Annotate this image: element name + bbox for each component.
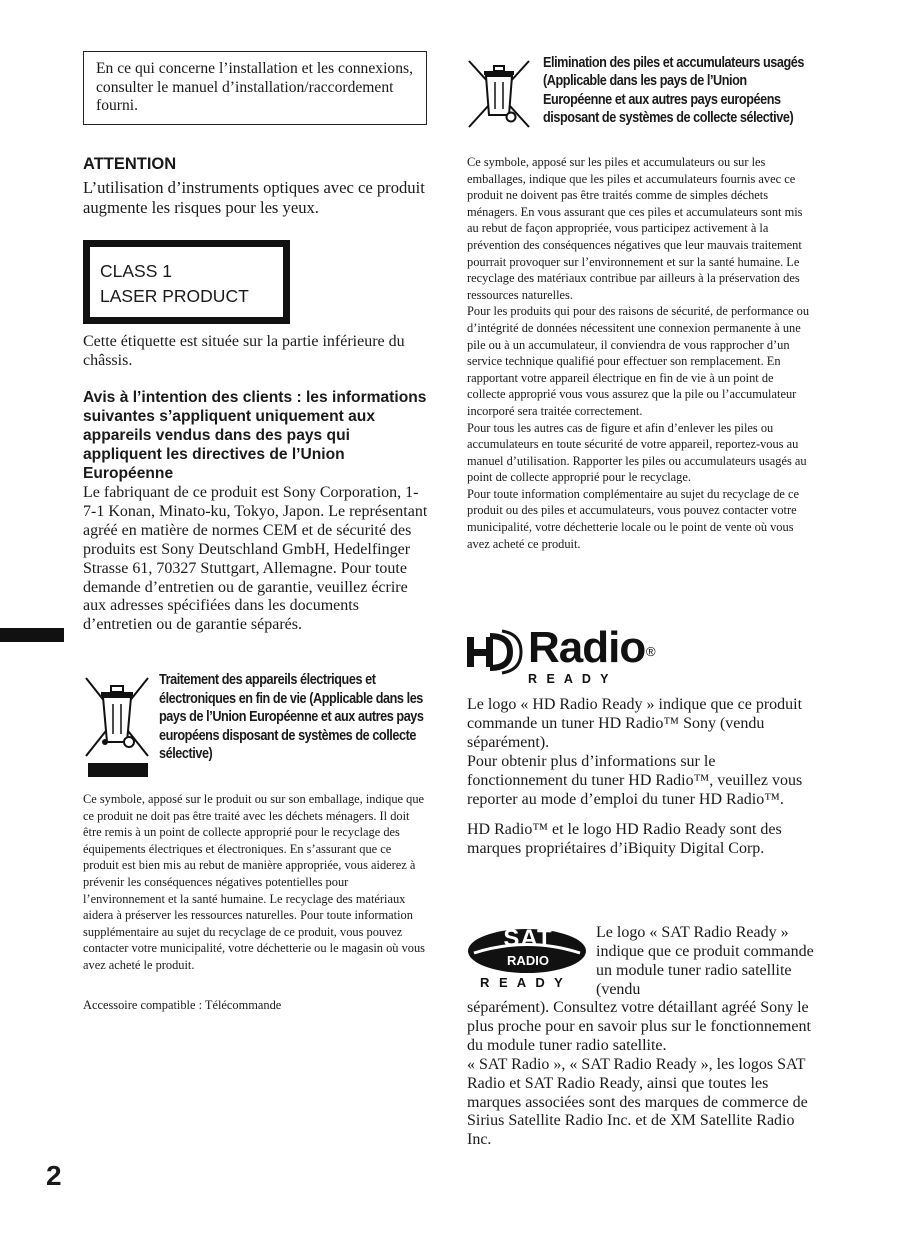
crossed-bin-icon [84, 676, 150, 758]
section-tab-marker [0, 628, 64, 642]
sat-logo-ready: R E A D Y [480, 975, 566, 990]
hd-radio-wordmark: Radio [528, 623, 646, 672]
hd-radio-text-block [467, 696, 812, 859]
page-number: 2 [46, 1160, 62, 1191]
hd-radio-ready-logo [466, 623, 676, 688]
hd-radio-ready-text: R E A D Y [528, 672, 612, 686]
batteries-body [467, 154, 812, 552]
registered-mark: ® [646, 644, 656, 659]
attention-heading: ATTENTION [83, 155, 177, 173]
eu-notice-heading: Avis à l’intention des clients : les informations suivantes s’appliquent uniquement aux appareils vendus dans des pays qui appliquent les directives de l’Union Européenne [83, 389, 427, 482]
sat-radio-ready-logo [466, 926, 588, 992]
installation-notice-text: En ce qui concerne l’installation et les connexions, consulter le manuel d’installation/raccordement fourni. [96, 60, 413, 115]
hd-radio-text-3: HD Radio™ et le logo HD Radio Ready sont des marques propriétaires d’iBiquity Digital Corp. [467, 821, 782, 858]
hd-radio-text-2: Pour obtenir plus d’informations sur le fonctionnement du tuner HD Radio™, veuillez vous reporter au mode d’emploi du tuner HD Radio™. [467, 752, 803, 808]
laser-class-label [83, 240, 290, 324]
batteries-heading: Elimination des piles et accumulateurs usagés (Applicable dans les pays de l’Union Européenne et aux autres pays européens disposant de systèmes de collecte sélective) [543, 55, 805, 127]
crossed-battery-bin-icon [467, 59, 531, 129]
batteries-paragraph-2: Pour les produits qui pour des raisons de sécurité, de performance ou d’intégrité de données nécessitent une connexion permanente à une pile ou à un accumulateur, il conviendra de vous rapprocher d’un service technique qualifié pour effectuer son remplacement. En rapportant votre appareil électrique en fin de vie à un point de collecte approprié vous vous assurez que la pile ou l’accumulateur incorporé sera traitée correctement. [467, 304, 810, 418]
bin-underline-bar [88, 763, 148, 777]
eu-notice-text: Le fabriquant de ce produit est Sony Corporation, 1-7-1 Konan, Minato-ku, Tokyo, Japon. Le représentant agréé en matière de normes CEM et de sécurité des produits est Sony Deutschland GmbH, Hedelfinger Strasse 61, 70327 Stuttgart, Allemagne. Pour toute demande d’entretien ou de garantie, veuillez écrire aux adresses spécifiées dans les documents d’entretien ou de garantie séparés. [83, 484, 428, 634]
batteries-paragraph-1: Ce symbole, apposé sur les piles et accumulateurs ou sur les emballages, indique que les piles et accumulateurs fournis avec ce produit ne doivent pas être traités comme de simples déchets ménagers. En vous assurant que ces piles et accumulateurs sont mis au rebut de façon appropriée, vous participez activement à la prévention des conséquences négatives que leur mauvais traitement pourrait provoquer sur l’environnement et sur la santé humaine. Le recyclage des matériaux contribue par ailleurs à la préservation des ressources naturelles. [467, 155, 803, 302]
batteries-paragraph-4: Pour toute information complémentaire au sujet du recyclage de ce produit ou des piles et accumulateurs, vous pouvez contacter votre municipalité, votre déchetterie locale ou le point de vente où vous avez acheté ce produit. [467, 486, 800, 551]
label-location-text: Cette étiquette est située sur la partie inférieure du châssis. [83, 333, 405, 369]
weee-heading: Traitement des appareils électriques et électroniques en fin de vie (Applicable dans les pays de l’Union Européenne et aux autres pays européens disposant de systèmes de collecte sélective) [159, 672, 424, 763]
sat-radio-text-rest: séparément). Consultez votre détaillant agréé Sony le plus proche pour en savoir plus sur le fonctionnement du module tuner radio satellite. [467, 999, 811, 1054]
sat-radio-text-wrapped: Le logo « SAT Radio Ready » indique que ce produit commande un module tuner radio satellite (vendu [596, 924, 814, 998]
batteries-paragraph-3: Pour tous les autres cas de figure et afin d’enlever les piles ou accumulateurs en toute sécurité de votre appareil, reportez-vous au manuel d’utilisation. Rapporter les piles ou accumulateurs usagés au point de collecte approprié pour le recyclage. [467, 420, 807, 485]
weee-text: Ce symbole, apposé sur le produit ou sur son emballage, indique que ce produit ne doit pas être traité avec les déchets ménagers. Il doit être remis à un point de collecte approprié pour le recyclage des équipements électriques et électroniques. En s’assurant que ce produit est bien mis au rebut de manière appropriée, vous aiderez à prévenir les conséquences négatives potentielles pour l’environnement et la santé humaine. Le recyclage des matériaux aidera à préserver les ressources naturelles. Pour toute information supplémentaire au sujet du recyclage de ce produit, vous pouvez contacter votre municipalité, votre déchetterie ou le magasin où vous avez acheté le produit. [83, 792, 425, 972]
laser-class-line1: CLASS 1 [100, 261, 172, 281]
hd-radio-ready-logo-mark [466, 628, 524, 676]
hd-radio-text-1: Le logo « HD Radio Ready » indique que ce produit commande un tuner HD Radio™ Sony (vendu séparément). [467, 696, 803, 751]
sat-radio-text-block [467, 999, 812, 1150]
sat-logo-radio: RADIO [500, 953, 556, 968]
sat-logo-sat: SAT [503, 925, 553, 952]
sat-radio-trademarks: « SAT Radio », « SAT Radio Ready », les logos SAT Radio et SAT Radio Ready, ainsi que toutes les marques associées sont des marques de commerce de Sirius Satellite Radio Inc. et de XM Satellite Radio Inc. [467, 1055, 808, 1149]
laser-class-line2: LASER PRODUCT [100, 286, 249, 306]
installation-notice-box [83, 51, 427, 125]
accessory-text: Accessoire compatible : Télécommande [83, 998, 282, 1012]
attention-text: L’utilisation d’instruments optiques avec ce produit augmente les risques pour les yeux. [83, 178, 425, 217]
